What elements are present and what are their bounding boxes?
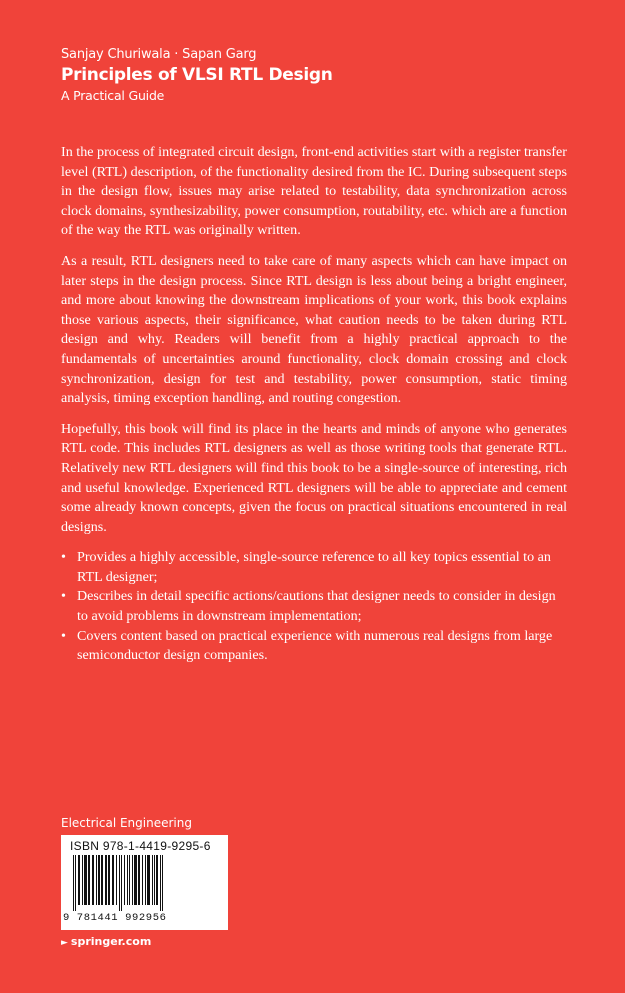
blurb [61, 143, 567, 666]
barcode-bar [82, 855, 83, 905]
barcode-bar [88, 855, 90, 905]
barcode-bar [78, 855, 80, 905]
ean-digits: 9 781441 992956 [63, 912, 167, 924]
barcode-bar [84, 855, 87, 905]
feature-item [61, 627, 567, 666]
feature-item [61, 587, 567, 626]
barcode-bar [160, 855, 161, 911]
barcode-bar [132, 855, 133, 905]
barcode-bar [129, 855, 130, 905]
publisher-link[interactable] [61, 935, 361, 950]
bullet-icon: • [61, 549, 66, 566]
isbn-number: ISBN 978-1-4419-9295-6 [70, 839, 211, 853]
feature-item [61, 548, 567, 587]
barcode-bar [127, 855, 128, 905]
barcode-bar [147, 855, 150, 905]
bullet-icon: • [61, 588, 66, 605]
barcode-bar [92, 855, 94, 905]
barcode-bar [116, 855, 117, 905]
barcode-bars-icon [71, 855, 219, 911]
barcode-bar [105, 855, 107, 905]
subject-category: Electrical Engineering [61, 816, 192, 830]
barcode-bar [162, 855, 163, 911]
book-title: Principles of VLSI RTL Design [61, 65, 333, 85]
arrow-right-icon: ► [61, 938, 68, 948]
barcode-bar [134, 855, 137, 905]
barcode-bar [101, 855, 103, 905]
barcode-bar [98, 855, 100, 905]
barcode [61, 835, 228, 930]
barcode-bar [108, 855, 110, 905]
authors: Sanjay Churiwala · Sapan Garg [61, 47, 257, 62]
barcode-bar [152, 855, 153, 905]
barcode-bar [154, 855, 155, 905]
barcode-bar [124, 855, 125, 905]
barcode-bar [156, 855, 158, 905]
feature-list [61, 548, 567, 666]
barcode-bar [142, 855, 143, 905]
barcode-bar [75, 855, 76, 911]
feature-text: Describes in detail specific actions/cautions that designer needs to consider in design to avoid problems in downstream implementation; [77, 588, 556, 625]
barcode-bar [119, 855, 120, 911]
barcode-bar [112, 855, 114, 905]
cover-footer [61, 815, 361, 950]
publisher-url: springer.com [70, 935, 152, 948]
feature-text: Covers content based on practical experience with numerous real designs from large semiconductor design companies. [77, 627, 553, 664]
paragraph-3: Hopefully, this book will find its place in the hearts and minds of anyone who generates RTL code. This includes RTL designers as well as those writing tools that generate RTL. Relatively new RTL designers will find this book to be a single-source of interesting, rich and useful knowledge. Experienced RTL designers will be able to appreciate and cement some already known concepts, given the focus on practical situations encountered in real designs. [61, 420, 567, 535]
feature-text: Provides a highly accessible, single-source reference to all key topics essential to an RTL designer; [77, 549, 551, 585]
bullet-icon: • [61, 627, 66, 644]
cover-header [61, 46, 581, 105]
barcode-bar [96, 855, 97, 905]
paragraph-1: In the process of integrated circuit design, front-end activities start with a register transfer level (RTL) description, of the functionality desired from the IC. During subsequent steps in the design flow, issues may arise related to testability, data synchronization across clock domains, synthesizability, power consumption, routability, etc. which are a function of the way the RTL was originally written. [61, 144, 567, 239]
barcode-bar [138, 855, 140, 905]
book-subtitle: A Practical Guide [61, 88, 165, 103]
paragraph-2: As a result, RTL designers need to take care of many aspects which can have impact on later steps in the design process. Since RTL design is less about being a bright engineer, and more about knowing the downstream implications of your work, this book explains those various aspects, their significance, what caution needs to be taken during RTL design and why. Readers will benefit from a highly practical approach to the fundamentals of uncertainties around functionality, clock domain crossing and clock synchronization, design for test and testability, power consumption, static timing analysis, timing exception handling, and routing congestion. [61, 252, 567, 407]
barcode-bar [145, 855, 146, 905]
barcode-bar [73, 855, 74, 911]
barcode-bar [121, 855, 122, 911]
